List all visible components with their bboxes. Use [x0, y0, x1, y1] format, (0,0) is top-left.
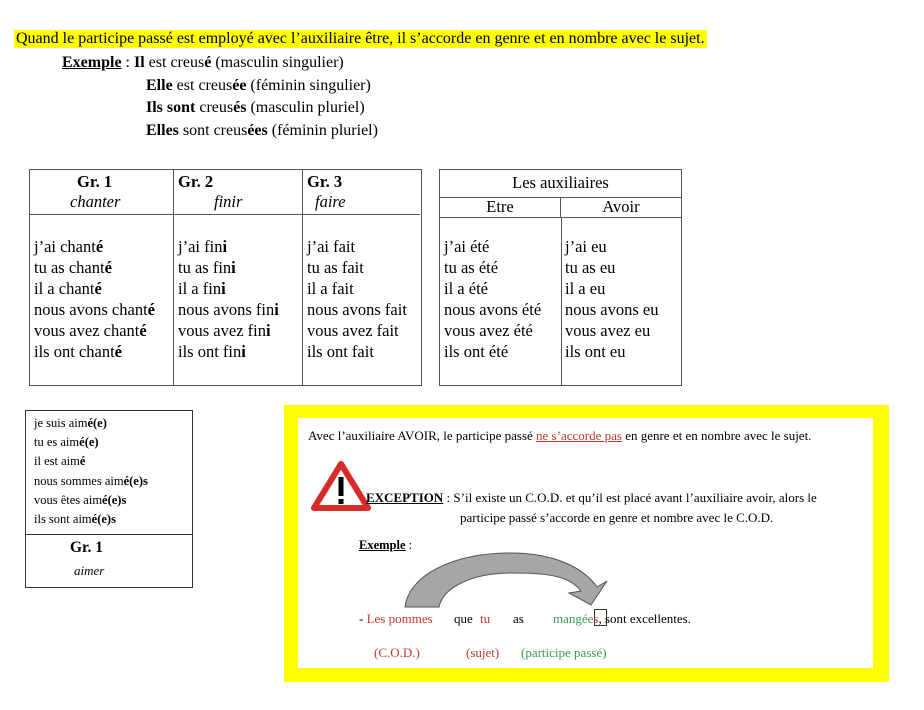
example-line: [62, 120, 378, 143]
groups-table: [29, 169, 422, 386]
participle: [553, 611, 691, 627]
conjugation-list: [34, 236, 155, 362]
verb-text: est: [144, 54, 171, 71]
subject: Elle: [146, 76, 173, 94]
aimer-footer: [26, 534, 192, 587]
etre-list: [444, 236, 541, 362]
example-label: Exemple: [62, 54, 122, 71]
example-sentence: [359, 611, 433, 627]
avoir-rule: [308, 428, 811, 444]
example-line: [62, 97, 378, 120]
subject: Il: [134, 54, 145, 71]
participle-stem: mangée: [553, 611, 594, 626]
conjugation-row: vous avez fait: [307, 321, 399, 340]
conjugation-row: ils ont fini: [178, 342, 246, 361]
conjugation-row: tu as eu: [565, 258, 616, 277]
legend-sujet: (sujet): [466, 645, 500, 660]
column-divider: [561, 218, 562, 385]
que-text: que: [454, 611, 473, 626]
aimer-conjugation: [34, 414, 148, 529]
conjugation-row: tu as été: [444, 258, 499, 277]
conjugation-row: tu as fini: [178, 258, 236, 277]
ending: é: [204, 54, 212, 71]
conjugation-row: tu es aimé(e): [34, 435, 99, 450]
conjugation-row: vous êtes aimé(e)s: [34, 492, 127, 507]
group-column: [174, 170, 303, 385]
subject: Ils sont: [146, 99, 196, 116]
group-name: Gr. 1: [70, 539, 104, 556]
curved-arrow-icon: [393, 545, 623, 615]
exception-label: EXCEPTION: [366, 490, 444, 505]
conjugation-row: il a fait: [307, 279, 354, 298]
cod-text: Les pommes: [366, 611, 433, 626]
auxiliaries-table: [439, 169, 682, 386]
avoir-box: [298, 418, 873, 668]
conjugation-row: j’ai chanté: [34, 237, 104, 256]
aux-header-etre: Etre: [440, 197, 561, 218]
sentence-rest: , sont excellentes.: [598, 611, 691, 626]
conjugation-row: j’ai été: [444, 237, 490, 256]
conjugation-row: il a fini: [178, 279, 226, 298]
conjugation-row: vous avez eu: [565, 321, 651, 340]
exception-text: participe passé s’accorde en genre et nombre avec le C.O.D.: [460, 510, 774, 525]
group-verb: chanter: [70, 192, 121, 211]
conjugation-row: il a chanté: [34, 279, 102, 298]
conjugation-row: ils ont chanté: [34, 342, 122, 361]
conjugation-row: vous avez chanté: [34, 321, 147, 340]
group-column: [30, 170, 174, 385]
group-header: [174, 170, 302, 215]
group-verb: finir: [214, 192, 243, 211]
stem: creus: [170, 54, 205, 71]
conjugation-row: nous sommes aimé(e)s: [34, 473, 148, 488]
subject-text: tu: [480, 611, 491, 626]
stem: creus: [199, 99, 234, 116]
conjugation-row: tu as chanté: [34, 258, 112, 277]
participle-ending: s: [593, 611, 599, 626]
rule-text: en genre et en nombre avec le sujet.: [621, 428, 812, 443]
group-verb: aimer: [74, 563, 105, 578]
conjugation-row: nous avons chanté: [34, 300, 155, 319]
conjugation-row: ils sont aimé(e)s: [34, 512, 116, 527]
conjugation-row: ils ont été: [444, 342, 509, 361]
aux-header-avoir: Avoir: [561, 197, 681, 218]
group-header: [30, 170, 173, 215]
warning-icon: [310, 460, 372, 512]
conjugation-list: [178, 236, 279, 362]
colon: :: [405, 538, 413, 552]
conjugation-row: il a été: [444, 279, 488, 298]
example-block: [62, 52, 378, 142]
conjugation-row: tu as fait: [307, 258, 364, 277]
conjugation-list: [307, 236, 407, 362]
conjugation-row: nous avons été: [444, 300, 542, 319]
conjugation-row: vous avez fini: [178, 321, 271, 340]
exception-line: [366, 490, 817, 506]
group-name: Gr. 2: [178, 172, 214, 191]
ending: és: [233, 99, 247, 116]
group-name: Gr. 3: [307, 172, 343, 191]
conjugation-row: vous avez été: [444, 321, 533, 340]
example-line: Exemple : Il est creusé (masculin singulier): [62, 54, 344, 71]
note: (féminin pluriel): [267, 121, 378, 139]
legend-cod: (C.O.D.): [374, 645, 420, 660]
stem: creus: [213, 121, 248, 139]
note: (féminin singulier): [246, 76, 371, 94]
auxiliary-text: as: [513, 611, 524, 626]
conjugation-row: j’ai fait: [307, 237, 356, 256]
auxiliaries-title: Les auxiliaires: [440, 170, 681, 198]
ending: ée: [232, 76, 247, 94]
conjugation-row: il a eu: [565, 279, 606, 298]
conjugation-row: nous avons eu: [565, 300, 659, 319]
group-name: Gr. 1: [77, 172, 113, 191]
conjugation-row: j’ai eu: [565, 237, 607, 256]
stem: creus: [198, 76, 233, 94]
avoir-list: [565, 236, 659, 362]
verb-text: est: [172, 76, 199, 94]
conjugation-row: nous avons fait: [307, 300, 407, 319]
avoir-box-frame: [284, 405, 889, 682]
group-header: [303, 170, 420, 215]
subject: Elles: [146, 121, 179, 139]
conjugation-row: nous avons fini: [178, 300, 279, 319]
note: (masculin singulier): [211, 54, 344, 71]
ending: ées: [247, 121, 268, 139]
group-column: [303, 170, 420, 385]
rule-highlight: ne s’accorde pas: [536, 428, 622, 443]
conjugation-row: j’ai fini: [178, 237, 228, 256]
example-line: [62, 75, 378, 98]
example-label: Exemple: [359, 538, 406, 552]
exception-text: : S’il existe un C.O.D. et qu’il est placé avant l’auxiliaire avoir, alors le: [443, 490, 817, 505]
rule-sentence: Quand le participe passé est employé avec l’auxiliaire être, il s’accorde en genre et en nombre avec le sujet.: [16, 30, 705, 47]
dash: -: [359, 611, 367, 626]
conjugation-row: ils ont fait: [307, 342, 374, 361]
group-verb: faire: [315, 192, 346, 211]
conjugation-row: il est aimé: [34, 454, 86, 469]
conjugation-row: je suis aimé(e): [34, 416, 107, 430]
note: (masculin pluriel): [246, 99, 365, 116]
verb-text: sont: [178, 121, 214, 139]
conjugation-row: ils ont eu: [565, 342, 626, 361]
aimer-box: [25, 410, 193, 588]
legend-participle: (participe passé): [521, 645, 607, 660]
rule-text: Avec l’auxiliaire AVOIR, le participe passé: [308, 428, 537, 443]
